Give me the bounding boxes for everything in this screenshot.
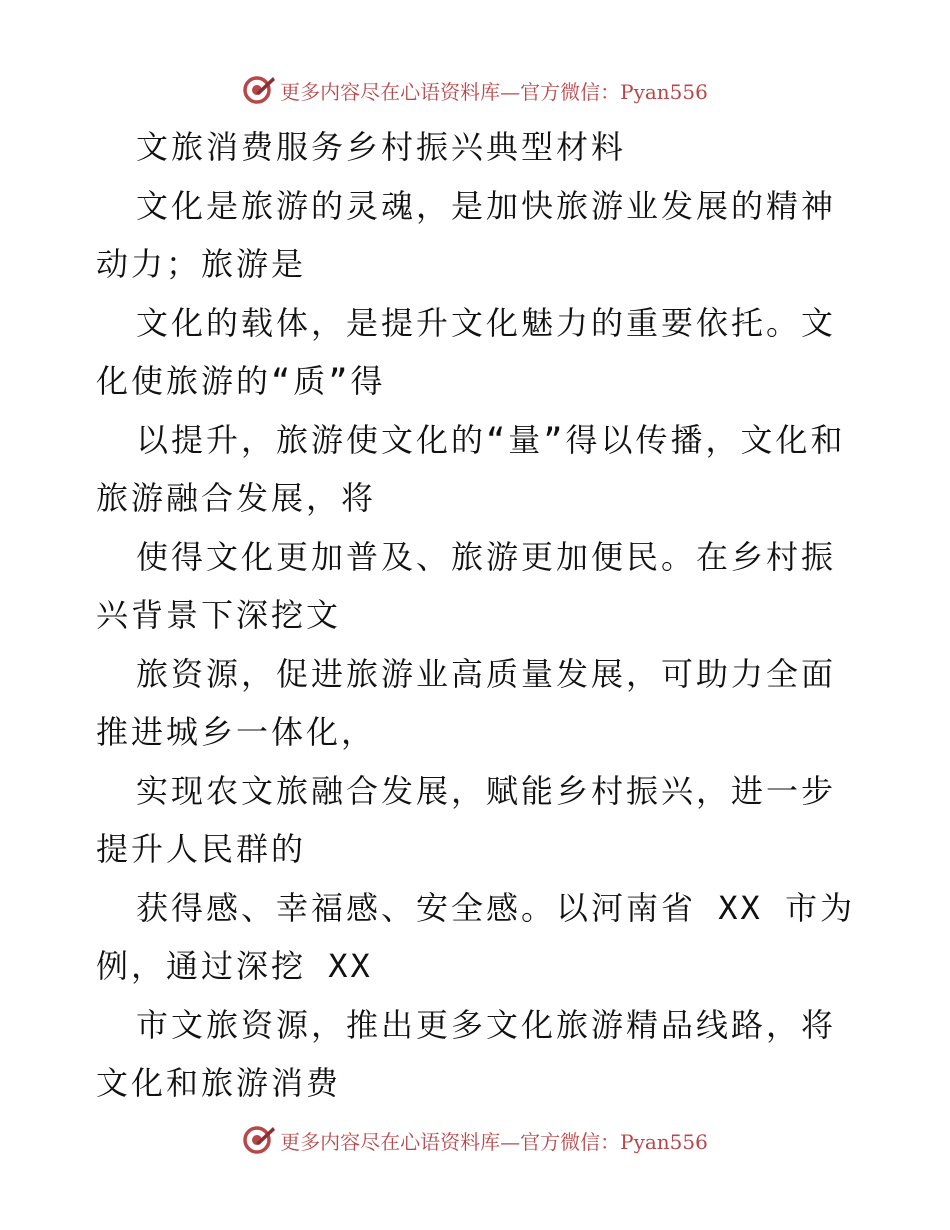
footer-banner: [0, 1122, 950, 1158]
paragraph: 文化是旅游的灵魂，是加快旅游业发展的精神动力；旅游是: [96, 186, 837, 283]
paragraph: 以提升，旅游使文化的“量”得以传播，文化和旅游融合发展，将: [96, 420, 846, 517]
document-body: [96, 118, 866, 1113]
paragraph: 市文旅资源，推出更多文化旅游精品线路，将文化和旅游消费: [96, 1005, 837, 1102]
header-banner-text: 更多内容尽在心语资料库—官方微信：Pyan556: [280, 79, 708, 104]
footer-banner-text: 更多内容尽在心语资料库—官方微信：Pyan556: [280, 1129, 708, 1154]
paragraph: 旅资源，促进旅游业高质量发展，可助力全面推进城乡一体化，: [96, 654, 837, 751]
header-banner: [0, 72, 950, 108]
paragraph: 文化的载体，是提升文化魅力的重要依托。文化使旅游的“质”得: [96, 303, 837, 400]
paragraph: 实现农文旅融合发展，赋能乡村振兴，进一步提升人民群的: [96, 771, 837, 868]
paragraph: 获得感、幸福感、安全感。以河南省 XX 市为例，通过深挖 XX: [96, 888, 856, 985]
pen-logo-icon: [242, 73, 276, 107]
document-title: 文旅消费服务乡村振兴典型材料: [136, 128, 627, 166]
paragraph: 使得文化更加普及、旅游更加便民。在乡村振兴背景下深挖文: [96, 537, 837, 634]
pen-logo-icon: [242, 1123, 276, 1157]
